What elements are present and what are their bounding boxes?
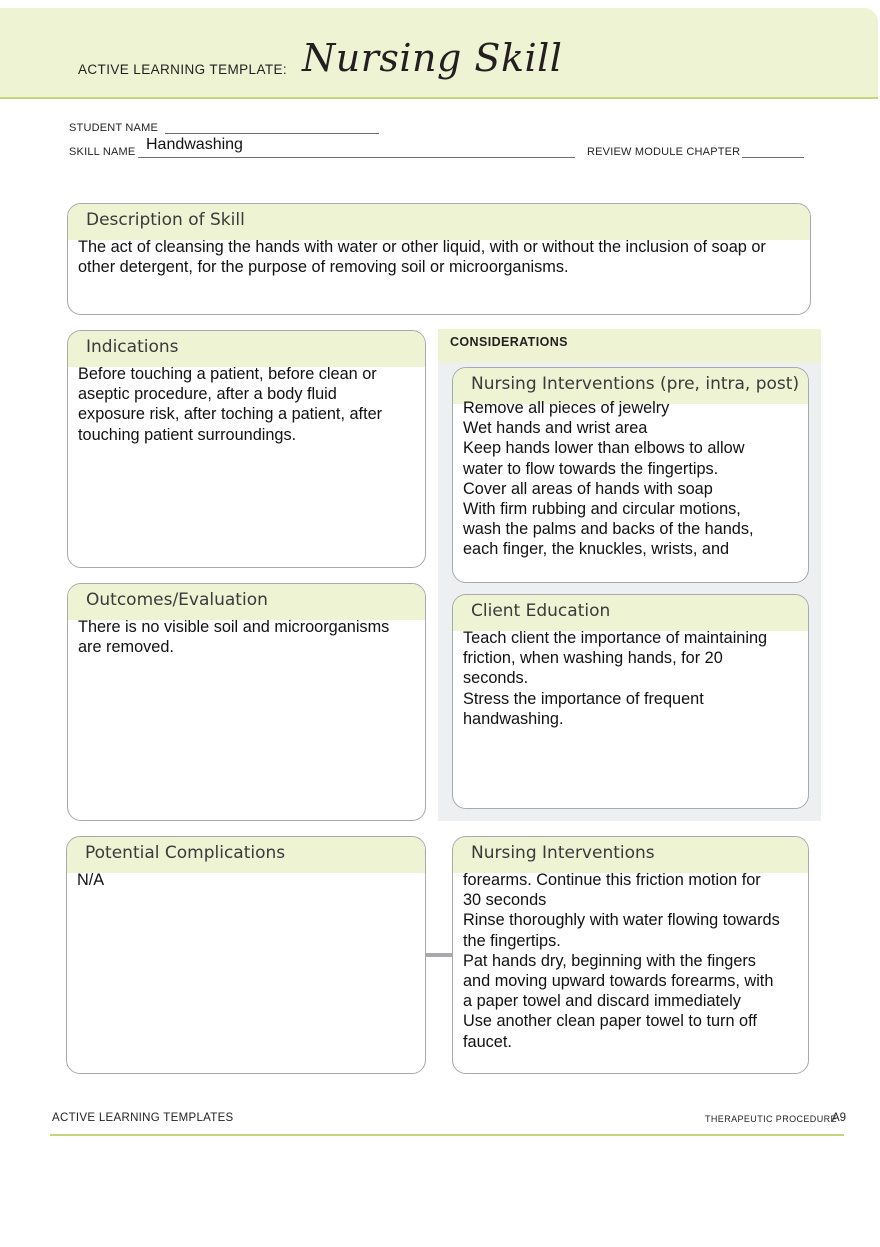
- footer-title: ACTIVE LEARNING TEMPLATES: [52, 1112, 234, 1124]
- description-text[interactable]: The act of cleansing the hands with water or other liquid, with or without the inclusion of soap or other detergent, for the purpose of removing soil or microorganisms.: [78, 238, 766, 277]
- outcomes-title: Outcomes/Evaluation: [86, 590, 268, 610]
- description-title: Description of Skill: [86, 210, 245, 230]
- review-module-label: REVIEW MODULE CHAPTER: [587, 146, 741, 158]
- nursing-interventions-text[interactable]: forearms. Continue this friction motion for 30 seconds Rinse thoroughly with water flowing towards the fingertips. Pat hands dry, beginning with the fingers and moving upward towards forearms, with a paper towel and discard immediately Use another clean paper towel to turn off faucet.: [463, 871, 780, 1051]
- skill-name-label: SKILL NAME: [69, 146, 136, 158]
- student-name-label: STUDENT NAME: [69, 122, 158, 134]
- complications-panel: [66, 836, 426, 1074]
- client-education-title: Client Education: [471, 601, 611, 621]
- nursing-interventions-pre-title: Nursing Interventions (pre, intra, post): [471, 374, 800, 394]
- skill-name-field[interactable]: Handwashing: [146, 136, 243, 153]
- page-title: Nursing Skill: [302, 36, 563, 80]
- template-label: ACTIVE LEARNING TEMPLATE:: [78, 62, 288, 77]
- outcomes-text[interactable]: There is no visible soil and microorganisms are removed.: [78, 618, 390, 657]
- nursing-interventions-pre-panel: [452, 367, 809, 583]
- indications-panel: [67, 330, 426, 568]
- page-number: A9: [832, 1112, 847, 1124]
- outcomes-panel: [67, 583, 426, 821]
- footer-section: THERAPEUTIC PROCEDURE: [705, 1114, 837, 1124]
- footer-rule: [50, 1134, 844, 1136]
- client-education-text[interactable]: Teach client the importance of maintaining friction, when washing hands, for 20 seconds. Stress the importance of frequent handwashing.: [463, 629, 768, 728]
- nursing-interventions-panel: [452, 836, 809, 1074]
- considerations-label: CONSIDERATIONS: [450, 335, 568, 349]
- client-education-panel: [452, 594, 809, 809]
- review-module-line: [742, 157, 804, 158]
- complications-title: Potential Complications: [85, 843, 286, 863]
- skill-name-line: [138, 157, 575, 158]
- nursing-interventions-title: Nursing Interventions: [471, 843, 655, 863]
- nursing-interventions-pre-text[interactable]: Remove all pieces of jewelry Wet hands and wrist area Keep hands lower than elbows to allow water to flow towards the fingertips. Cover all areas of hands with soap With firm rubbing and circular motions, wash the palms and backs of the hands, each finger, the knuckles, wrists, and: [463, 399, 754, 559]
- indications-text[interactable]: Before touching a patient, before clean or aseptic procedure, after a body fluid exposure risk, after toching a patient, after touching patient surroundings.: [78, 365, 383, 444]
- indications-title: Indications: [86, 337, 179, 357]
- panel-connector: [426, 953, 453, 957]
- student-name-line: [165, 133, 379, 134]
- complications-text[interactable]: N/A: [77, 871, 105, 889]
- header-rule: [0, 97, 878, 99]
- description-panel: [67, 203, 811, 315]
